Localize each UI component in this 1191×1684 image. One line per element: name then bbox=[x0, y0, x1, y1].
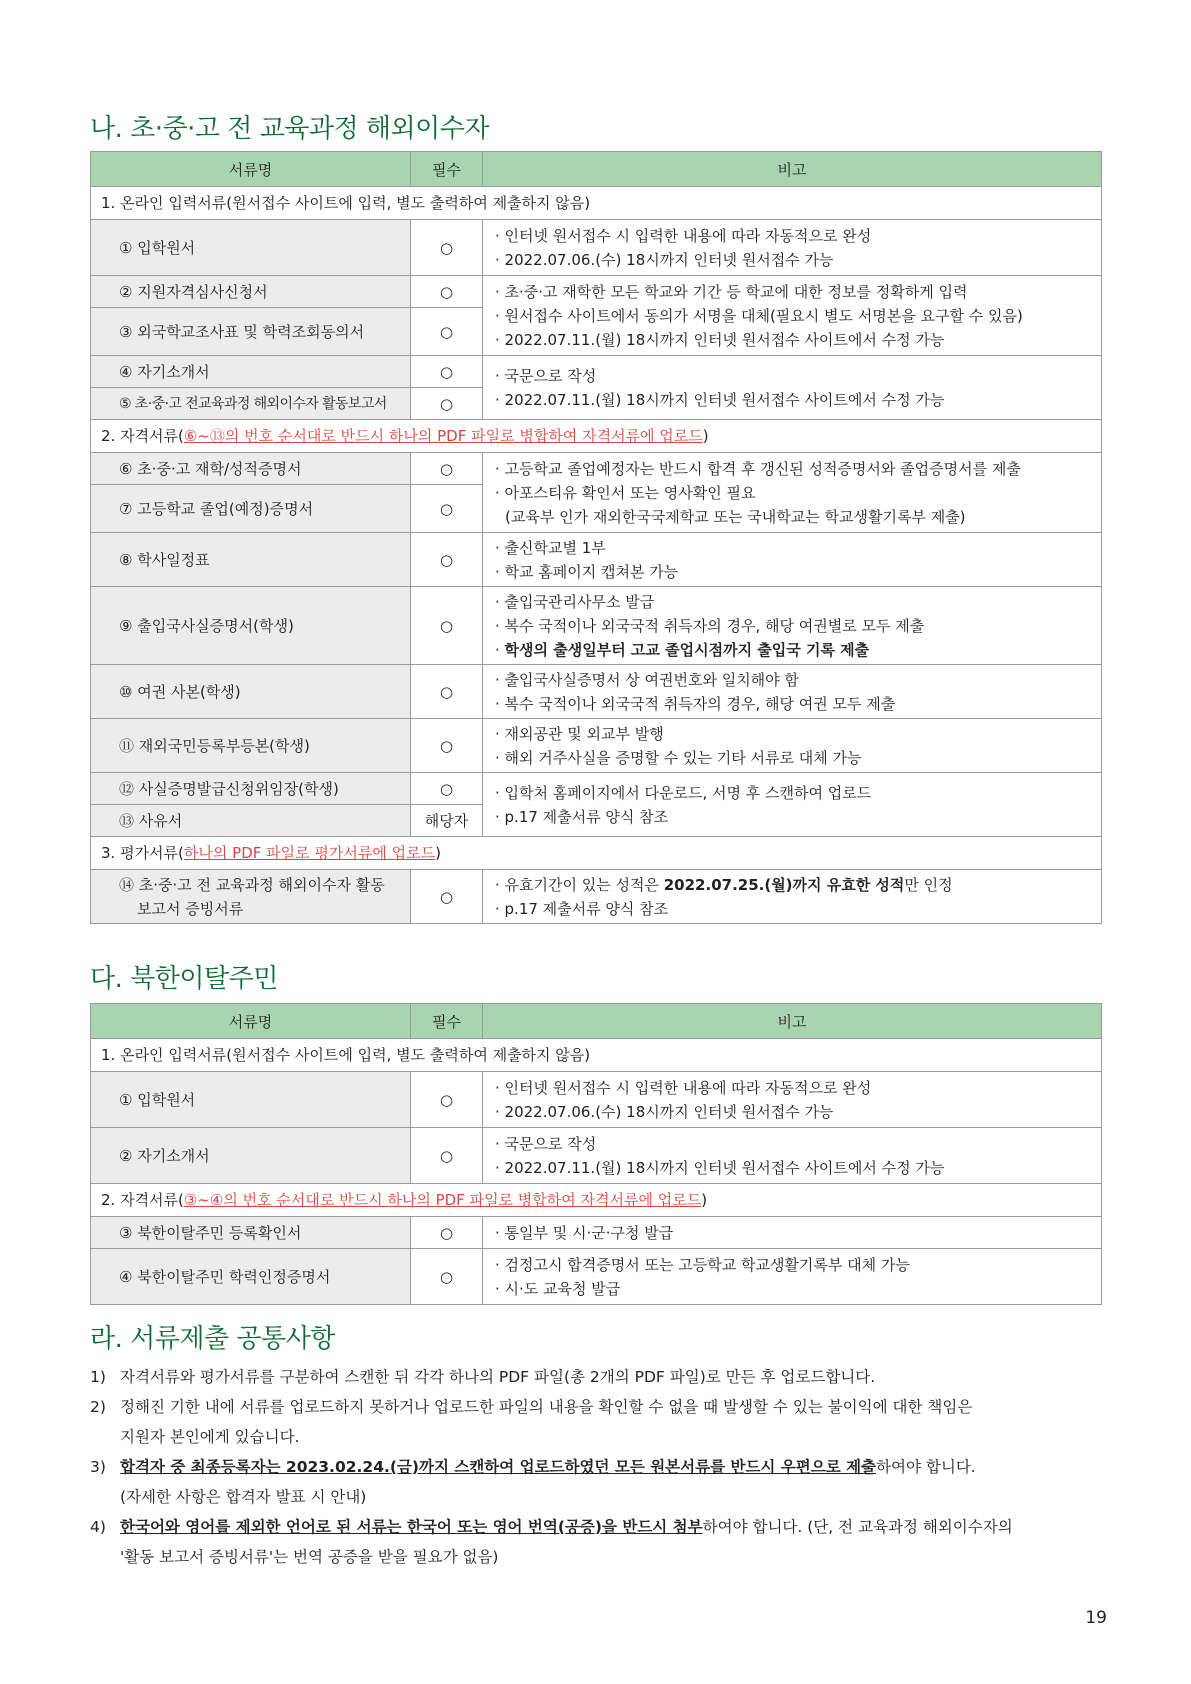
doc-name: ⑦ 고등학교 졸업(예정)증명서 bbox=[91, 485, 411, 533]
required-mark: ○ bbox=[411, 356, 483, 388]
required-mark: ○ bbox=[411, 308, 483, 356]
table-row bbox=[91, 453, 1102, 485]
common-notes-list bbox=[90, 1362, 1100, 1572]
table-row bbox=[91, 1072, 1102, 1128]
doc-name: ③ 외국학교조사표 및 학력조회동의서 bbox=[91, 308, 411, 356]
col-header-remarks: 비고 bbox=[483, 1004, 1102, 1039]
list-item: 4) 한국어와 영어를 제외한 언어로 된 서류는 한국어 또는 영어 번역(공증)을 반드시 첨부하여야 합니다. (단, 전 교육과정 해외이수자의 '활동 보고서 증빙서류'는 번역 공증을 받을 필요가 없음) bbox=[90, 1518, 1013, 1566]
defector-documents-table bbox=[90, 1003, 1102, 1305]
table-row bbox=[91, 276, 1102, 308]
table-row bbox=[91, 220, 1102, 276]
required-mark: ○ bbox=[411, 587, 483, 665]
group-row-online: 1. 온라인 입력서류(원서접수 사이트에 입력, 별도 출력하여 제출하지 않음) bbox=[91, 187, 1102, 220]
table-row bbox=[91, 1249, 1102, 1305]
required-mark: ○ bbox=[411, 1217, 483, 1249]
required-mark: ○ bbox=[411, 276, 483, 308]
required-mark: ○ bbox=[411, 220, 483, 276]
required-mark: ○ bbox=[411, 533, 483, 587]
table-row bbox=[91, 773, 1102, 805]
list-item: 1) 자격서류와 평가서류를 구분하여 스캔한 뒤 각각 하나의 PDF 파일(총 2개의 PDF 파일)로 만든 후 업로드합니다. bbox=[90, 1368, 876, 1386]
doc-name: ⑨ 출입국사실증명서(학생) bbox=[91, 587, 411, 665]
table-row bbox=[91, 719, 1102, 773]
table-row bbox=[91, 1128, 1102, 1184]
section-title-common: 라. 서류제출 공통사항 bbox=[90, 1324, 335, 1354]
doc-name: ⑫ 사실증명발급신청위임장(학생) bbox=[91, 773, 411, 805]
table-row bbox=[91, 665, 1102, 719]
required-mark: ○ bbox=[411, 1128, 483, 1184]
required-mark: ○ bbox=[411, 453, 483, 485]
table-header-row bbox=[91, 152, 1102, 187]
col-header-required: 필수 bbox=[411, 1004, 483, 1039]
table-row bbox=[91, 533, 1102, 587]
remarks: · 재외공관 및 외교부 발행 · 해외 거주사실을 증명할 수 있는 기타 서류로 대체 가능 bbox=[483, 719, 1102, 773]
remarks: · 입학처 홈페이지에서 다운로드, 서명 후 스캔하여 업로드 · p.17 제출서류 양식 참조 bbox=[483, 773, 1102, 837]
required-mark: 해당자 bbox=[411, 805, 483, 837]
doc-name: ③ 북한이탈주민 등록확인서 bbox=[91, 1217, 411, 1249]
group-row-qualification: 2. 자격서류(⑥~⑬의 번호 순서대로 반드시 하나의 PDF 파일로 병합하여 자격서류에 업로드) bbox=[91, 420, 1102, 453]
remarks: · 출입국관리사무소 발급 · 복수 국적이나 외국국적 취득자의 경우, 해당 여권별로 모두 제출 · 학생의 출생일부터 고교 졸업시점까지 출입국 기록 제출 bbox=[483, 587, 1102, 665]
col-header-required: 필수 bbox=[411, 152, 483, 187]
required-mark: ○ bbox=[411, 485, 483, 533]
section-title-defectors: 다. 북한이탈주민 bbox=[90, 964, 278, 994]
required-mark: ○ bbox=[411, 388, 483, 420]
overseas-documents-table bbox=[90, 151, 1102, 924]
doc-name: ② 자기소개서 bbox=[91, 1128, 411, 1184]
col-header-remarks: 비고 bbox=[483, 152, 1102, 187]
doc-name: ⑭ 초·중·고 전 교육과정 해외이수자 활동 보고서 증빙서류 bbox=[91, 870, 411, 924]
required-mark: ○ bbox=[411, 1072, 483, 1128]
remarks: · 국문으로 작성 · 2022.07.11.(월) 18시까지 인터넷 원서접수 사이트에서 수정 가능 bbox=[483, 1128, 1102, 1184]
table-row bbox=[91, 870, 1102, 924]
group-row-qualification: 2. 자격서류(③~④의 번호 순서대로 반드시 하나의 PDF 파일로 병합하여 자격서류에 업로드) bbox=[91, 1184, 1102, 1217]
remarks: · 인터넷 원서접수 시 입력한 내용에 따라 자동적으로 완성 · 2022.07.06.(수) 18시까지 인터넷 원서접수 가능 bbox=[483, 1072, 1102, 1128]
required-mark: ○ bbox=[411, 773, 483, 805]
doc-name: ⑤ 초·중·고 전교육과정 해외이수자 활동보고서 bbox=[91, 388, 411, 420]
table-row bbox=[91, 356, 1102, 388]
required-mark: ○ bbox=[411, 1249, 483, 1305]
doc-name: ⑬ 사유서 bbox=[91, 805, 411, 837]
table-header-row bbox=[91, 1004, 1102, 1039]
remarks: · 출입국사실증명서 상 여권번호와 일치해야 함 · 복수 국적이나 외국국적 취득자의 경우, 해당 여권 모두 제출 bbox=[483, 665, 1102, 719]
required-mark: ○ bbox=[411, 870, 483, 924]
section-title-overseas: 나. 초·중·고 전 교육과정 해외이수자 bbox=[90, 114, 489, 144]
remarks: · 초·중·고 재학한 모든 학교와 기간 등 학교에 대한 정보를 정확하게 입력 · 원서접수 사이트에서 동의가 서명을 대체(필요시 별도 서명본을 요구할 수 있음) · 2022.07.11.(월) 18시까지 인터넷 원서접수 사이트에서 수정 가능 bbox=[483, 276, 1102, 356]
doc-name: ④ 북한이탈주민 학력인정증명서 bbox=[91, 1249, 411, 1305]
remarks: · 인터넷 원서접수 시 입력한 내용에 따라 자동적으로 완성 · 2022.07.06.(수) 18시까지 인터넷 원서접수 가능 bbox=[483, 220, 1102, 276]
col-header-doc-name: 서류명 bbox=[91, 1004, 411, 1039]
list-item: 2) 정해진 기한 내에 서류를 업로드하지 못하거나 업로드한 파일의 내용을 확인할 수 없을 때 발생할 수 있는 불이익에 대한 책임은 지원자 본인에게 있습니다. bbox=[90, 1398, 973, 1446]
doc-name: ⑩ 여권 사본(학생) bbox=[91, 665, 411, 719]
doc-name: ⑪ 재외국민등록부등본(학생) bbox=[91, 719, 411, 773]
remarks: · 출신학교별 1부 · 학교 홈페이지 캡쳐본 가능 bbox=[483, 533, 1102, 587]
doc-name: ② 지원자격심사신청서 bbox=[91, 276, 411, 308]
doc-name: ① 입학원서 bbox=[91, 220, 411, 276]
remarks: · 고등학교 졸업예정자는 반드시 합격 후 갱신된 성적증명서와 졸업증명서를 제출 · 아포스티유 확인서 또는 영사확인 필요 (교육부 인가 재외한국국제학교 또는 국내학교는 학교생활기록부 제출) bbox=[483, 453, 1102, 533]
remarks: · 검정고시 합격증명서 또는 고등학교 학교생활기록부 대체 가능 · 시·도 교육청 발급 bbox=[483, 1249, 1102, 1305]
remarks: · 유효기간이 있는 성적은 2022.07.25.(월)까지 유효한 성적만 인정 · p.17 제출서류 양식 참조 bbox=[483, 870, 1102, 924]
doc-name: ⑥ 초·중·고 재학/성적증명서 bbox=[91, 453, 411, 485]
table-row bbox=[91, 1217, 1102, 1249]
remarks: · 통일부 및 시·군·구청 발급 bbox=[483, 1217, 1102, 1249]
doc-name: ④ 자기소개서 bbox=[91, 356, 411, 388]
page-number: 19 bbox=[1085, 1608, 1107, 1628]
group-row-online: 1. 온라인 입력서류(원서접수 사이트에 입력, 별도 출력하여 제출하지 않음) bbox=[91, 1039, 1102, 1072]
remarks: · 국문으로 작성 · 2022.07.11.(월) 18시까지 인터넷 원서접수 사이트에서 수정 가능 bbox=[483, 356, 1102, 420]
doc-name: ① 입학원서 bbox=[91, 1072, 411, 1128]
doc-name: ⑧ 학사일정표 bbox=[91, 533, 411, 587]
table-row bbox=[91, 587, 1102, 665]
group-row-evaluation: 3. 평가서류(하나의 PDF 파일로 평가서류에 업로드) bbox=[91, 837, 1102, 870]
list-item: 3) 합격자 중 최종등록자는 2023.02.24.(금)까지 스캔하여 업로드하였던 모든 원본서류를 반드시 우편으로 제출하여야 합니다. (자세한 사항은 합격자 발표 시 안내) bbox=[90, 1458, 976, 1506]
required-mark: ○ bbox=[411, 719, 483, 773]
col-header-doc-name: 서류명 bbox=[91, 152, 411, 187]
required-mark: ○ bbox=[411, 665, 483, 719]
